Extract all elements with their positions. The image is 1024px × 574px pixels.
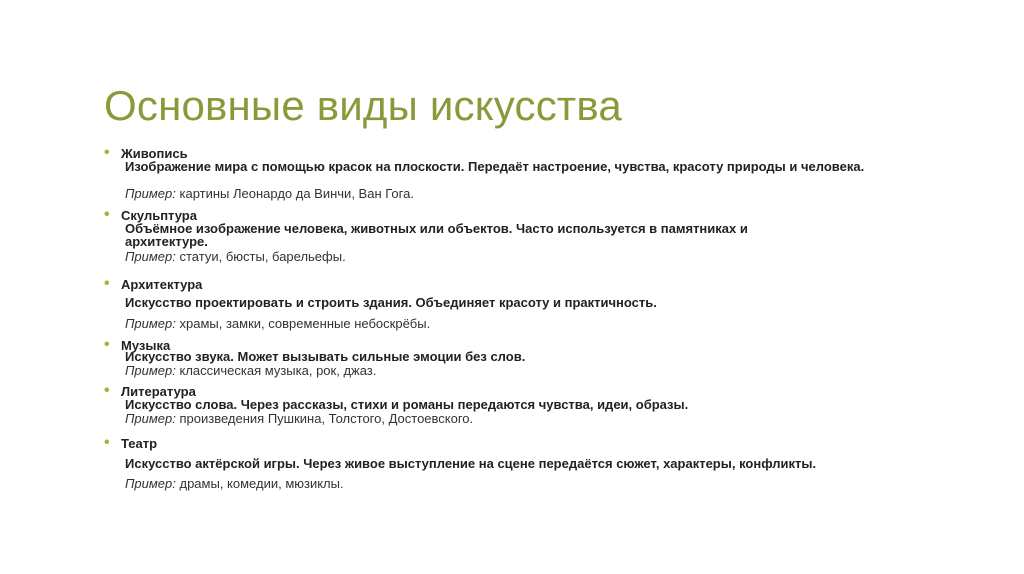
item-description: Изображение мира с помощью красок на плоскости. Передаёт настроение, чувства, красоту природы и человека.	[125, 159, 865, 174]
item-title: Театр	[121, 436, 158, 451]
bullet-icon: •	[104, 434, 110, 451]
item-title: Литература	[121, 384, 196, 399]
bullet-icon: •	[104, 206, 110, 223]
bullet-icon: •	[104, 275, 110, 292]
item-example	[125, 186, 414, 201]
item-title: Музыка	[121, 338, 171, 353]
example-label: Пример:	[125, 249, 176, 264]
item-example	[125, 476, 344, 491]
example-text: драмы, комедии, мюзиклы.	[175, 476, 344, 491]
slide-title: Основные виды искусства	[104, 82, 622, 129]
item-description: Искусство звука. Может вызывать сильные эмоции без слов.	[125, 349, 526, 364]
item-example	[125, 249, 346, 264]
item-example	[125, 411, 473, 426]
example-text: картины Леонардо да Винчи, Ван Гога.	[175, 186, 414, 201]
example-label: Пример:	[125, 186, 176, 201]
example-text: произведения Пушкина, Толстого, Достоевского.	[175, 411, 474, 426]
item-description: Искусство проектировать и строить здания. Объединяет красоту и практичность.	[125, 295, 657, 310]
item-title: Живопись	[121, 146, 188, 161]
bullet-icon: •	[104, 336, 110, 353]
bullet-icon: •	[104, 144, 110, 161]
item-title: Архитектура	[121, 277, 203, 292]
item-description: Искусство актёрской игры. Через живое выступление на сцене передаётся сюжет, характеры, конфликты.	[125, 456, 817, 471]
example-text: статуи, бюсты, барельефы.	[175, 249, 346, 264]
item-description: Искусство слова. Через рассказы, стихи и романы передаются чувства, идеи, образы.	[125, 397, 689, 412]
item-example	[125, 363, 376, 378]
item-example	[125, 316, 430, 331]
item-description: Объёмное изображение человека, животных или объектов. Часто используется в памятниках и архитектуре.	[125, 221, 748, 249]
item-title: Скульптура	[121, 208, 197, 223]
example-text: классическая музыка, рок, джаз.	[175, 363, 377, 378]
example-label: Пример:	[125, 476, 176, 491]
example-label: Пример:	[125, 316, 176, 331]
example-label: Пример:	[125, 411, 176, 426]
bullet-icon: •	[104, 382, 110, 399]
example-text: храмы, замки, современные небоскрёбы.	[175, 316, 431, 331]
example-label: Пример:	[125, 363, 176, 378]
